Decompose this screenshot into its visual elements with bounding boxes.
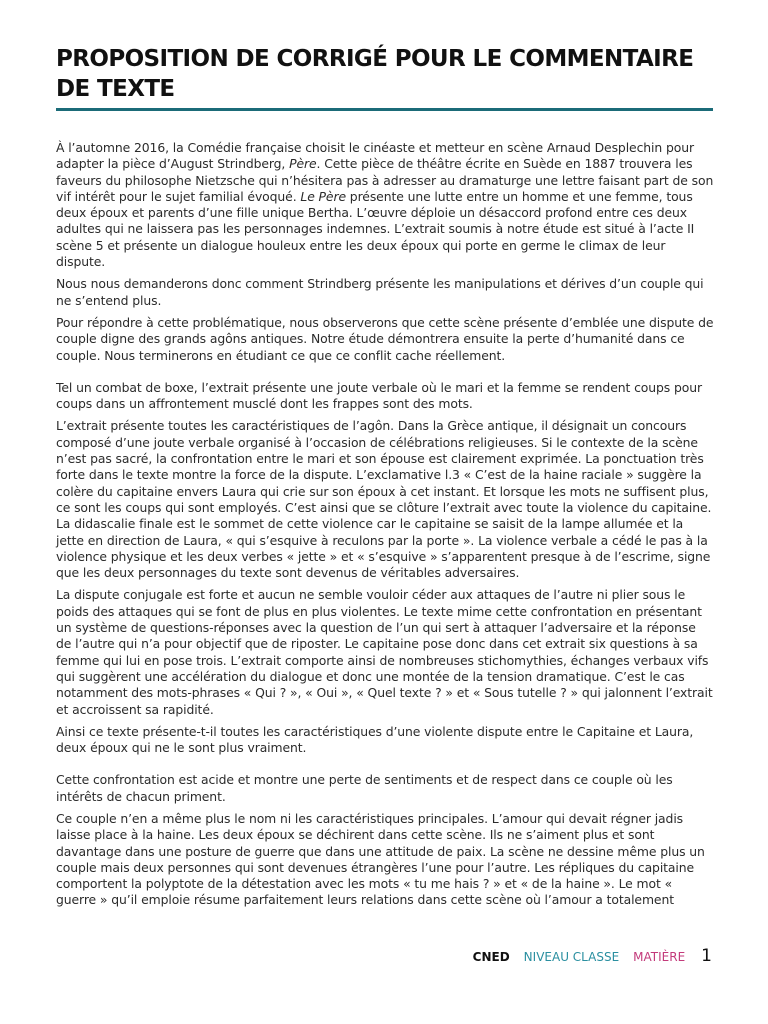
footer-subject: MATIÈRE <box>633 950 686 964</box>
intro-text-c: présente une lutte entre un homme et une femme, tous deux époux et parents d’une fille unique Bertha. L’œuvre déploie un désaccord profond entre ces deux adultes qui ne laissera pas les personnages indemnes. L’extrait soumis à notre étude est situé à l’acte II scène 5 et présente un dialogue houleux entre les deux époux qui porte en germe le climax de leur dispute. <box>56 188 695 270</box>
part1-paragraph-1: Tel un combat de boxe, l’extrait présente une joute verbale où le mari et la femme se rendent coups pour coups dans un affrontement musclé dont les frappes sont des mots. <box>56 379 702 412</box>
document-body <box>56 140 714 915</box>
intro-text-a: À l’automne 2016, la Comédie française choisit le cinéaste et metteur en scène Arnaud Desplechin pour adapter la pièce d’August Strindberg, <box>56 140 694 172</box>
page-title: PROPOSITION DE CORRIGÉ POUR LE COMMENTAIRE DE TEXTE <box>56 46 694 102</box>
footer-level: NIVEAU CLASSE <box>523 950 620 964</box>
footer-brand: CNED <box>472 950 510 964</box>
page-footer <box>473 946 712 966</box>
section-gap <box>56 762 714 772</box>
page-number: 1 <box>701 946 712 966</box>
part1-paragraph-4: Ainsi ce texte présente-t-il toutes les caractéristiques d’une violente dispute entre le Capitaine et Laura, deux époux qui ne le sont plus vraiment. <box>56 723 694 756</box>
part2-paragraph-2: Ce couple n’en a même plus le nom ni les caractéristiques principales. L’amour qui devait régner jadis laisse place à la haine. Les deux époux se déchirent dans cette scène. Ils ne s’aiment plus et sont davantage dans une posture de guerre que dans une attitude de paix. La scène ne dessine même plus un couple mais deux personnes qui sont devenues étrangères l’une pour l’autre. Les répliques du capitaine comportent la polyptote de la détestation avec les mots « tu me hais ? » et « de la haine ». Le mot « guerre » qu’il emploie résume parfaitement leurs relations dans cette scène où l’amour a totalement <box>56 810 705 908</box>
section-gap <box>56 370 714 380</box>
intro-paragraph-2: Nous nous demanderons donc comment Strindberg présente les manipulations et dérives d’un couple qui ne s’entend plus. <box>56 276 704 308</box>
work-title-pere: Père <box>289 156 317 172</box>
intro-paragraph-3: Pour répondre à cette problématique, nous observerons que cette scène présente d’emblée une dispute de couple digne des grands agôns antiques. Notre étude démontrera ensuite la perte d’humanité dans ce couple. Nous terminerons en étudiant ce que ce conflit cache réellement. <box>56 314 714 363</box>
title-divider <box>56 108 713 111</box>
intro-text-b: . Cette pièce de théâtre écrite en Suède en 1887 trouvera les faveurs du philosophe Nietzsche qui n’hésitera pas à adresser au dramaturge une lettre faisant part de son vif intérêt pour le sujet familial évoqué. <box>56 156 714 204</box>
part2-paragraph-1: Cette confrontation est acide et montre une perte de sentiments et de respect dans ce couple où les intérêts de chacun priment. <box>56 772 673 804</box>
part1-paragraph-2: L’extrait présente toutes les caractéristiques de l’agôn. Dans la Grèce antique, il désignait un concours composé d’une joute verbale organisé à l’occasion de célébrations religieuses. Si le contexte de la scène n’est pas sacré, la confrontation entre le mari et son épouse est clairement exprimée. La ponctuation très forte dans le texte montre la force de la dispute. L’exclamative l.3 « C’est de la haine raciale » suggère la colère du capitaine envers Laura qui crie sur son époux à cet instant. Et lorsque les mots ne suffisent plus, ce sont les coups qui sont employés. C’est ainsi que se clôture l’extrait avec toute la violence du capitaine. La didascalie finale est le sommet de cette violence car le capitaine se saisit de la lampe allumée et la jette en direction de Laura, « qui s’esquive à reculons par la porte ». La violence verbale a cédé le pas à la violence physique et les deux verbes « jette » et « s’esquive » s’apparentent presque à de l’escrime, signe que les deux personnages du texte sont devenus de véritables adversaires. <box>56 418 712 581</box>
part1-paragraph-3: La dispute conjugale est forte et aucun ne semble vouloir céder aux attaques de l’autre ni plier sous le poids des attaques qui se font de plus en plus violentes. Le texte mime cette confrontation en présentant un système de questions-réponses avec la question de l’un qui sert à attaquer l’adversaire et la réponse de l’autre qui n’a pour objectif que de riposter. Le capitaine pose donc dans cet extrait six questions à sa femme qui lui en pose trois. L’extrait comporte ainsi de nombreuses stichomythies, échanges verbaux vifs qui suggèrent une accélération du dialogue et donc une montée de la tension dramatique. C’est le cas notamment des mots-phrases « Qui ? », « Oui », « Quel texte ? » et « Sous tutelle ? » qui jalonnent l’extrait et accroissent sa rapidité. <box>56 587 713 717</box>
work-title-le-pere: Le Père <box>300 188 346 204</box>
intro-paragraph-1 <box>56 140 714 270</box>
